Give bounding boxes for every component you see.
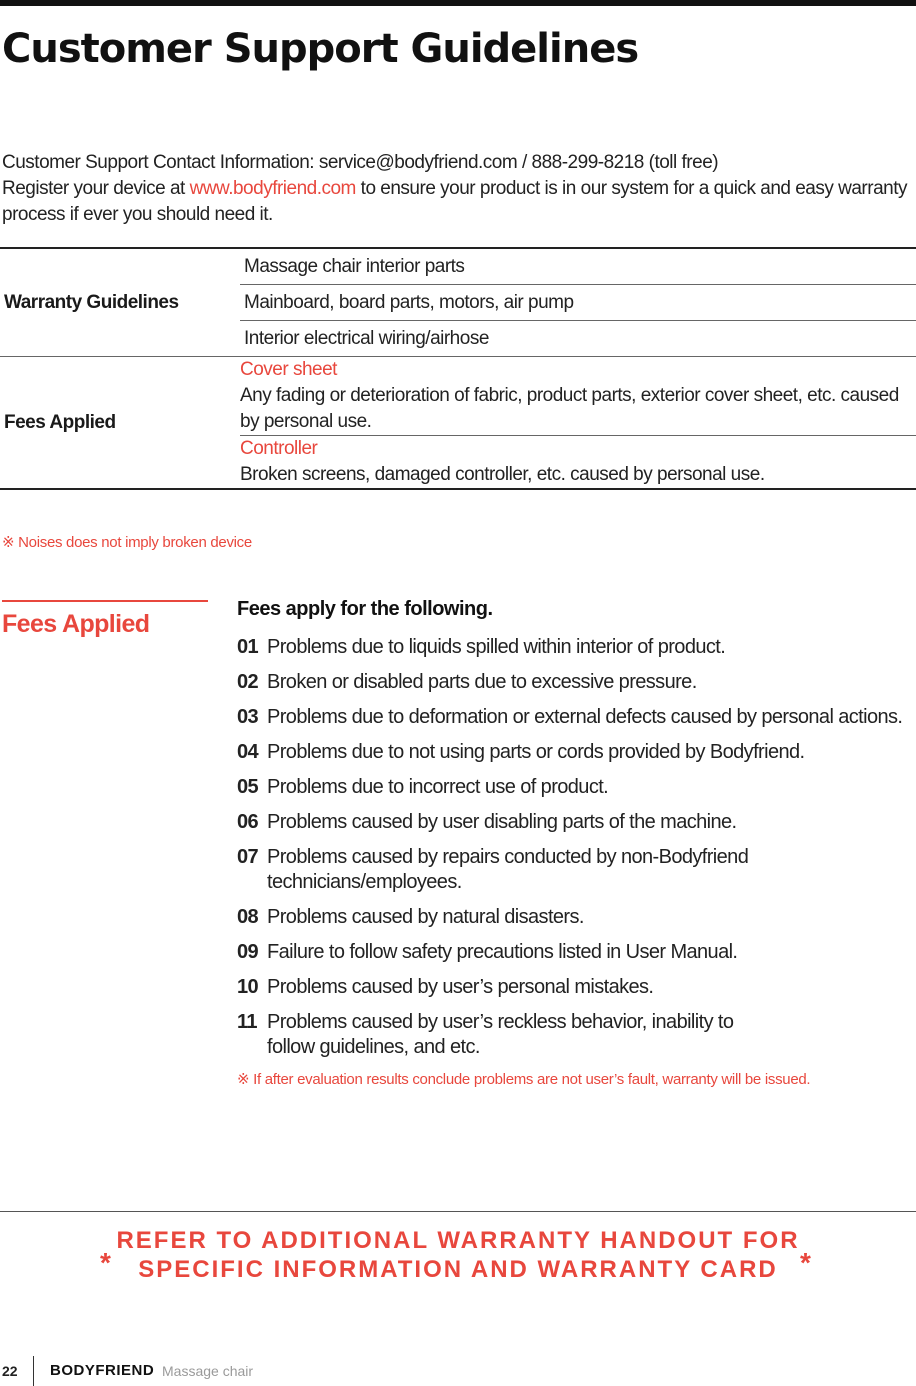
list-item [237, 1010, 916, 1060]
item-number: 02 [237, 671, 259, 693]
item-text: Problems caused by user’s personal mistakes. [267, 976, 654, 998]
fees-rule [2, 600, 208, 602]
item-text: Problems due to deformation or external defects caused by personal actions. [267, 706, 903, 728]
fees-heading: Fees Applied [2, 610, 150, 638]
list-item [237, 905, 916, 930]
item-number: 09 [237, 941, 259, 963]
noise-note: ※ Noises does not imply broken device [2, 534, 252, 551]
contact-info [2, 150, 912, 228]
warranty-row: Massage chair interior parts [240, 248, 916, 285]
item-text: Problems caused by user’s reckless behavior, inability to follow guidelines, and etc. [267, 1011, 734, 1058]
table-row [0, 248, 916, 285]
fee-row [240, 357, 916, 436]
product-name: Massage chair [162, 1363, 254, 1379]
item-number: 03 [237, 706, 259, 728]
list-item [237, 810, 916, 835]
item-number: 07 [237, 846, 259, 868]
brand-logo: BODYFRIEND [50, 1362, 155, 1379]
warranty-row: Mainboard, board parts, motors, air pump [240, 285, 916, 321]
item-number: 06 [237, 811, 259, 833]
item-number: 04 [237, 741, 259, 763]
website-link[interactable]: www.bodyfriend.com [189, 178, 356, 199]
fee-row-head: Controller [240, 438, 318, 459]
fees-subheading: Fees apply for the following. [237, 598, 493, 620]
page-title: Customer Support Guidelines [2, 26, 639, 72]
item-text: Problems due to incorrect use of product. [267, 776, 609, 798]
item-number: 11 [237, 1011, 257, 1033]
item-text: Failure to follow safety precautions listed in User Manual. [267, 941, 738, 963]
contact-line: Customer Support Contact Information: service@bodyfriend.com / 888-299-8218 (toll free) [2, 152, 719, 173]
list-item [237, 975, 916, 1000]
item-number: 01 [237, 636, 259, 658]
list-item [237, 845, 916, 895]
register-suffix: to ensure your product is in our system for a quick and easy warranty process if ever you should need it. [2, 178, 907, 225]
top-rule [0, 0, 916, 6]
item-text: Problems due to liquids spilled within interior of product. [267, 636, 726, 658]
page-number: 22 [2, 1363, 18, 1379]
fee-row-body: Broken screens, damaged controller, etc. caused by personal use. [240, 464, 765, 485]
item-text: Problems due to not using parts or cords provided by Bodyfriend. [267, 741, 805, 763]
warranty-guidelines-label: Warranty Guidelines [0, 248, 240, 357]
page-footer [0, 1356, 916, 1386]
warranty-row: Interior electrical wiring/airhose [240, 321, 916, 357]
item-number: 05 [237, 776, 259, 798]
register-line [2, 176, 912, 228]
item-number: 08 [237, 906, 259, 928]
item-text: Problems caused by user disabling parts of the machine. [267, 811, 737, 833]
list-item [237, 775, 916, 800]
list-item [237, 940, 916, 965]
item-text: Problems caused by natural disasters. [267, 906, 584, 928]
warranty-banner [0, 1226, 916, 1284]
banner-line: REFER TO ADDITIONAL WARRANTY HANDOUT FOR [116, 1227, 800, 1254]
item-text: Problems caused by repairs conducted by non-Bodyfriend technicians/employees. [267, 846, 749, 893]
fee-row-head: Cover sheet [240, 359, 337, 380]
fees-list [237, 635, 916, 1070]
warranty-note: ※ If after evaluation results conclude problems are not user’s fault, warranty will be issued. [237, 1071, 811, 1088]
list-item [237, 740, 916, 765]
asterisk-icon: * [800, 1247, 811, 1278]
list-item [237, 670, 916, 695]
item-text: Broken or disabled parts due to excessive pressure. [267, 671, 697, 693]
list-item [237, 635, 916, 660]
item-number: 10 [237, 976, 259, 998]
fee-row [240, 436, 916, 490]
table-row [0, 357, 916, 436]
warranty-table [0, 247, 916, 490]
register-prefix: Register your device at [2, 178, 190, 199]
banner-line: SPECIFIC INFORMATION AND WARRANTY CARD [138, 1256, 778, 1283]
fees-applied-label: Fees Applied [0, 357, 240, 490]
asterisk-icon: * [100, 1247, 111, 1278]
bottom-rule [0, 1211, 916, 1212]
list-item [237, 705, 916, 730]
footer-divider [33, 1356, 34, 1386]
fee-row-body: Any fading or deterioration of fabric, product parts, exterior cover sheet, etc. caused by personal use. [240, 385, 899, 432]
